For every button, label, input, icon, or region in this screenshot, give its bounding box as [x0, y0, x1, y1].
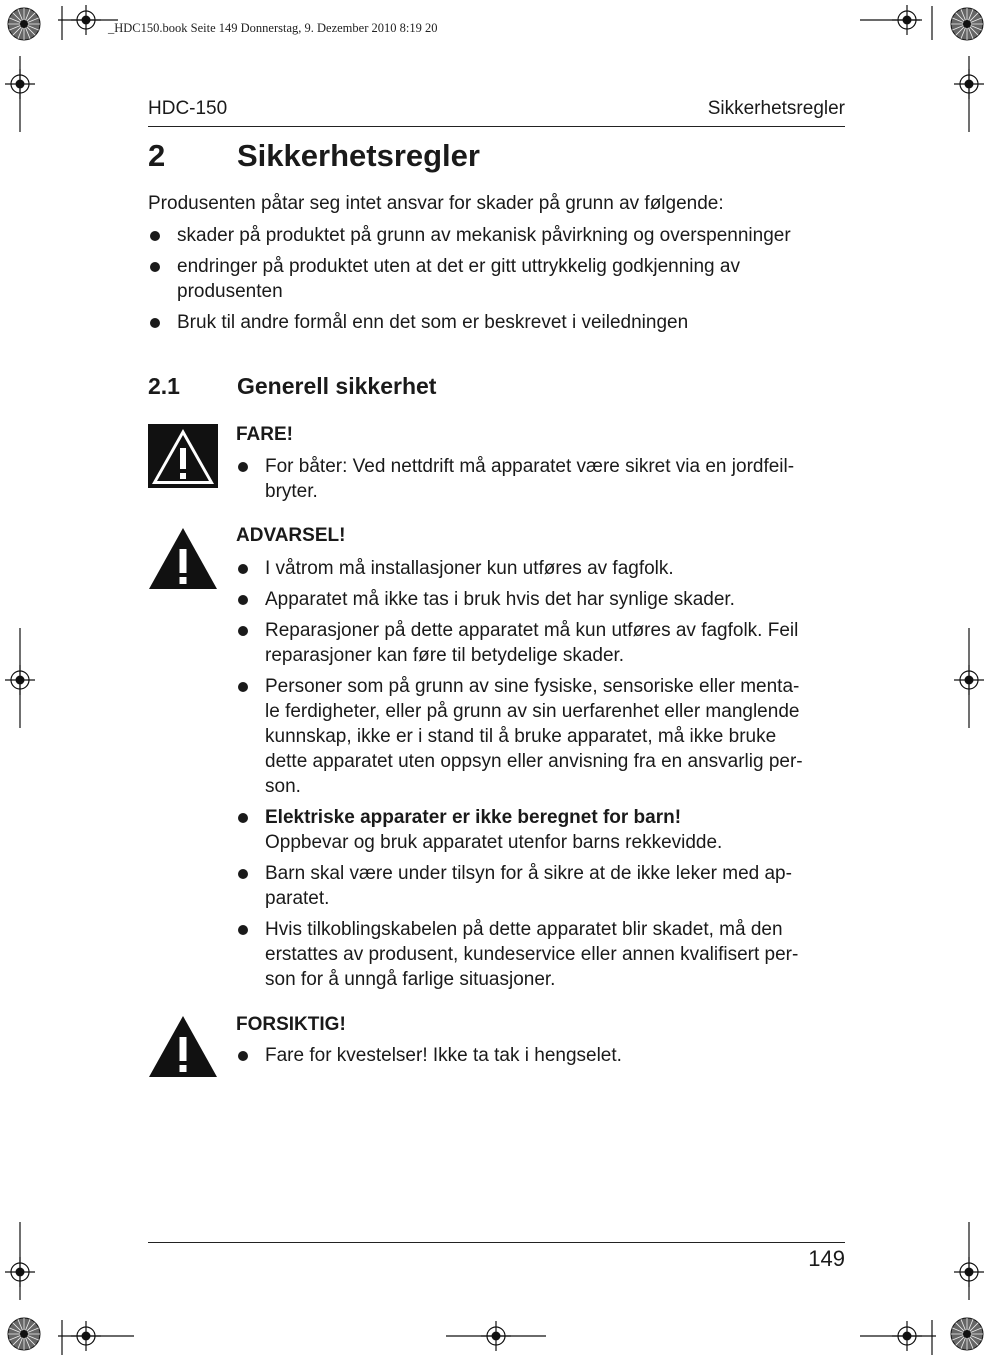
- header-product-name: HDC-150: [148, 98, 228, 119]
- list-item-line: Reparasjoner på dette apparatet må kun utføres av fagfolk. Feil: [265, 620, 799, 641]
- list-item: [148, 310, 848, 335]
- registration-mark-left-middle: [5, 665, 35, 695]
- print-info-line: _HDC150.book Seite 149 Donnerstag, 9. Dezember 2010 8:19 20: [108, 21, 438, 35]
- list-item: [148, 254, 848, 304]
- list-item: [236, 674, 848, 799]
- danger-list: [236, 454, 848, 510]
- page-number: 149: [808, 1246, 845, 1271]
- list-item-line: produsenten: [177, 281, 283, 302]
- list-item: [236, 556, 848, 581]
- intro-text: Produsenten påtar seg intet ansvar for skader på grunn av følgende:: [148, 193, 724, 214]
- list-item-line: son.: [265, 776, 301, 797]
- list-item-bold-line: Elektriske apparater er ikke beregnet for barn!: [265, 807, 682, 828]
- caution-heading: FORSIKTIG!: [236, 1014, 346, 1035]
- warning-list: [236, 556, 848, 998]
- list-item-line: Personer som på grunn av sine fysiske, sensoriske eller menta-: [265, 676, 800, 697]
- list-item: [236, 454, 848, 504]
- corner-star-top-right: [951, 8, 983, 40]
- chapter-number: 2: [148, 138, 166, 173]
- registration-mark-right-middle: [954, 665, 984, 695]
- corner-star-bottom-left: [8, 1318, 40, 1350]
- list-item: [148, 223, 848, 248]
- list-item: [236, 805, 848, 855]
- section-title: [148, 373, 436, 400]
- corner-star-bottom-right: [951, 1318, 983, 1350]
- registration-mark-top-left: [71, 5, 101, 35]
- registration-mark-bottom-right: [892, 1321, 922, 1351]
- list-item: [236, 587, 848, 612]
- header-section-name: Sikkerhetsregler: [707, 98, 845, 119]
- list-item: [236, 861, 848, 911]
- list-item-line: bryter.: [265, 481, 318, 502]
- list-item-line: endringer på produktet uten at det er gitt uttrykkelig godkjenning av: [177, 256, 740, 277]
- list-item-line: Bruk til andre formål enn det som er beskrevet i veiledningen: [177, 312, 689, 333]
- chapter-title: [148, 138, 480, 174]
- list-item-line: Barn skal være under tilsyn for å sikre at de ikke leker med ap-: [265, 863, 792, 884]
- liability-list: [148, 223, 848, 341]
- caution-triangle-icon: [148, 1014, 218, 1078]
- registration-mark-right-top: [954, 69, 984, 99]
- running-header: [148, 98, 845, 127]
- registration-mark-left-bottom: [5, 1257, 35, 1287]
- list-item-line: Apparatet må ikke tas i bruk hvis det har synlige skader.: [265, 589, 735, 610]
- registration-mark-bottom-left: [71, 1321, 101, 1351]
- list-item: [236, 917, 848, 992]
- list-item-line: dette apparatet uten oppsyn eller anvisning fra en ansvarlig per-: [265, 751, 803, 772]
- list-item-line: Hvis tilkoblingskabelen på dette apparatet blir skadet, må den: [265, 919, 783, 940]
- list-item-line: son for å unngå farlige situasjoner.: [265, 969, 556, 990]
- registration-mark-left-top: [5, 69, 35, 99]
- list-item-line: paratet.: [265, 888, 330, 909]
- list-item-line: skader på produktet på grunn av mekanisk påvirkning og overspenninger: [177, 225, 791, 246]
- list-item-line: le ferdigheter, eller på grunn av sin uerfarenhet eller manglende: [265, 701, 800, 722]
- list-item-line: For båter: Ved nettdrift må apparatet være sikret via en jordfeil-: [265, 456, 795, 477]
- registration-mark-right-bottom: [954, 1257, 984, 1287]
- list-item-line: reparasjoner kan føre til betydelige skader.: [265, 645, 625, 666]
- registration-mark-top-right: [892, 5, 922, 35]
- list-item-line: erstattes av produsent, kundeservice eller annen kvalifisert per-: [265, 944, 799, 965]
- section-number: 2.1: [148, 373, 180, 399]
- registration-mark-bottom-center: [481, 1321, 511, 1351]
- danger-heading: FARE!: [236, 424, 293, 445]
- warning-heading: ADVARSEL!: [236, 525, 346, 546]
- caution-list: [236, 1043, 848, 1074]
- list-item-line: Oppbevar og bruk apparatet utenfor barns rekkevidde.: [265, 832, 723, 853]
- list-item: [236, 618, 848, 668]
- warning-square-icon: [148, 424, 218, 488]
- warning-triangle-icon: [148, 526, 218, 590]
- footer-rule: [148, 1242, 845, 1243]
- list-item-line: I våtrom må installasjoner kun utføres av fagfolk.: [265, 558, 674, 579]
- corner-star-top-left: [8, 8, 40, 40]
- list-item-line: Fare for kvestelser! Ikke ta tak i hengselet.: [265, 1045, 622, 1066]
- list-item: [236, 1043, 848, 1068]
- section-title-text: Generell sikkerhet: [237, 373, 437, 399]
- chapter-title-text: Sikkerhetsregler: [237, 138, 480, 173]
- list-item-line: kunnskap, ikke er i stand til å bruke apparatet, må ikke bruke: [265, 726, 777, 747]
